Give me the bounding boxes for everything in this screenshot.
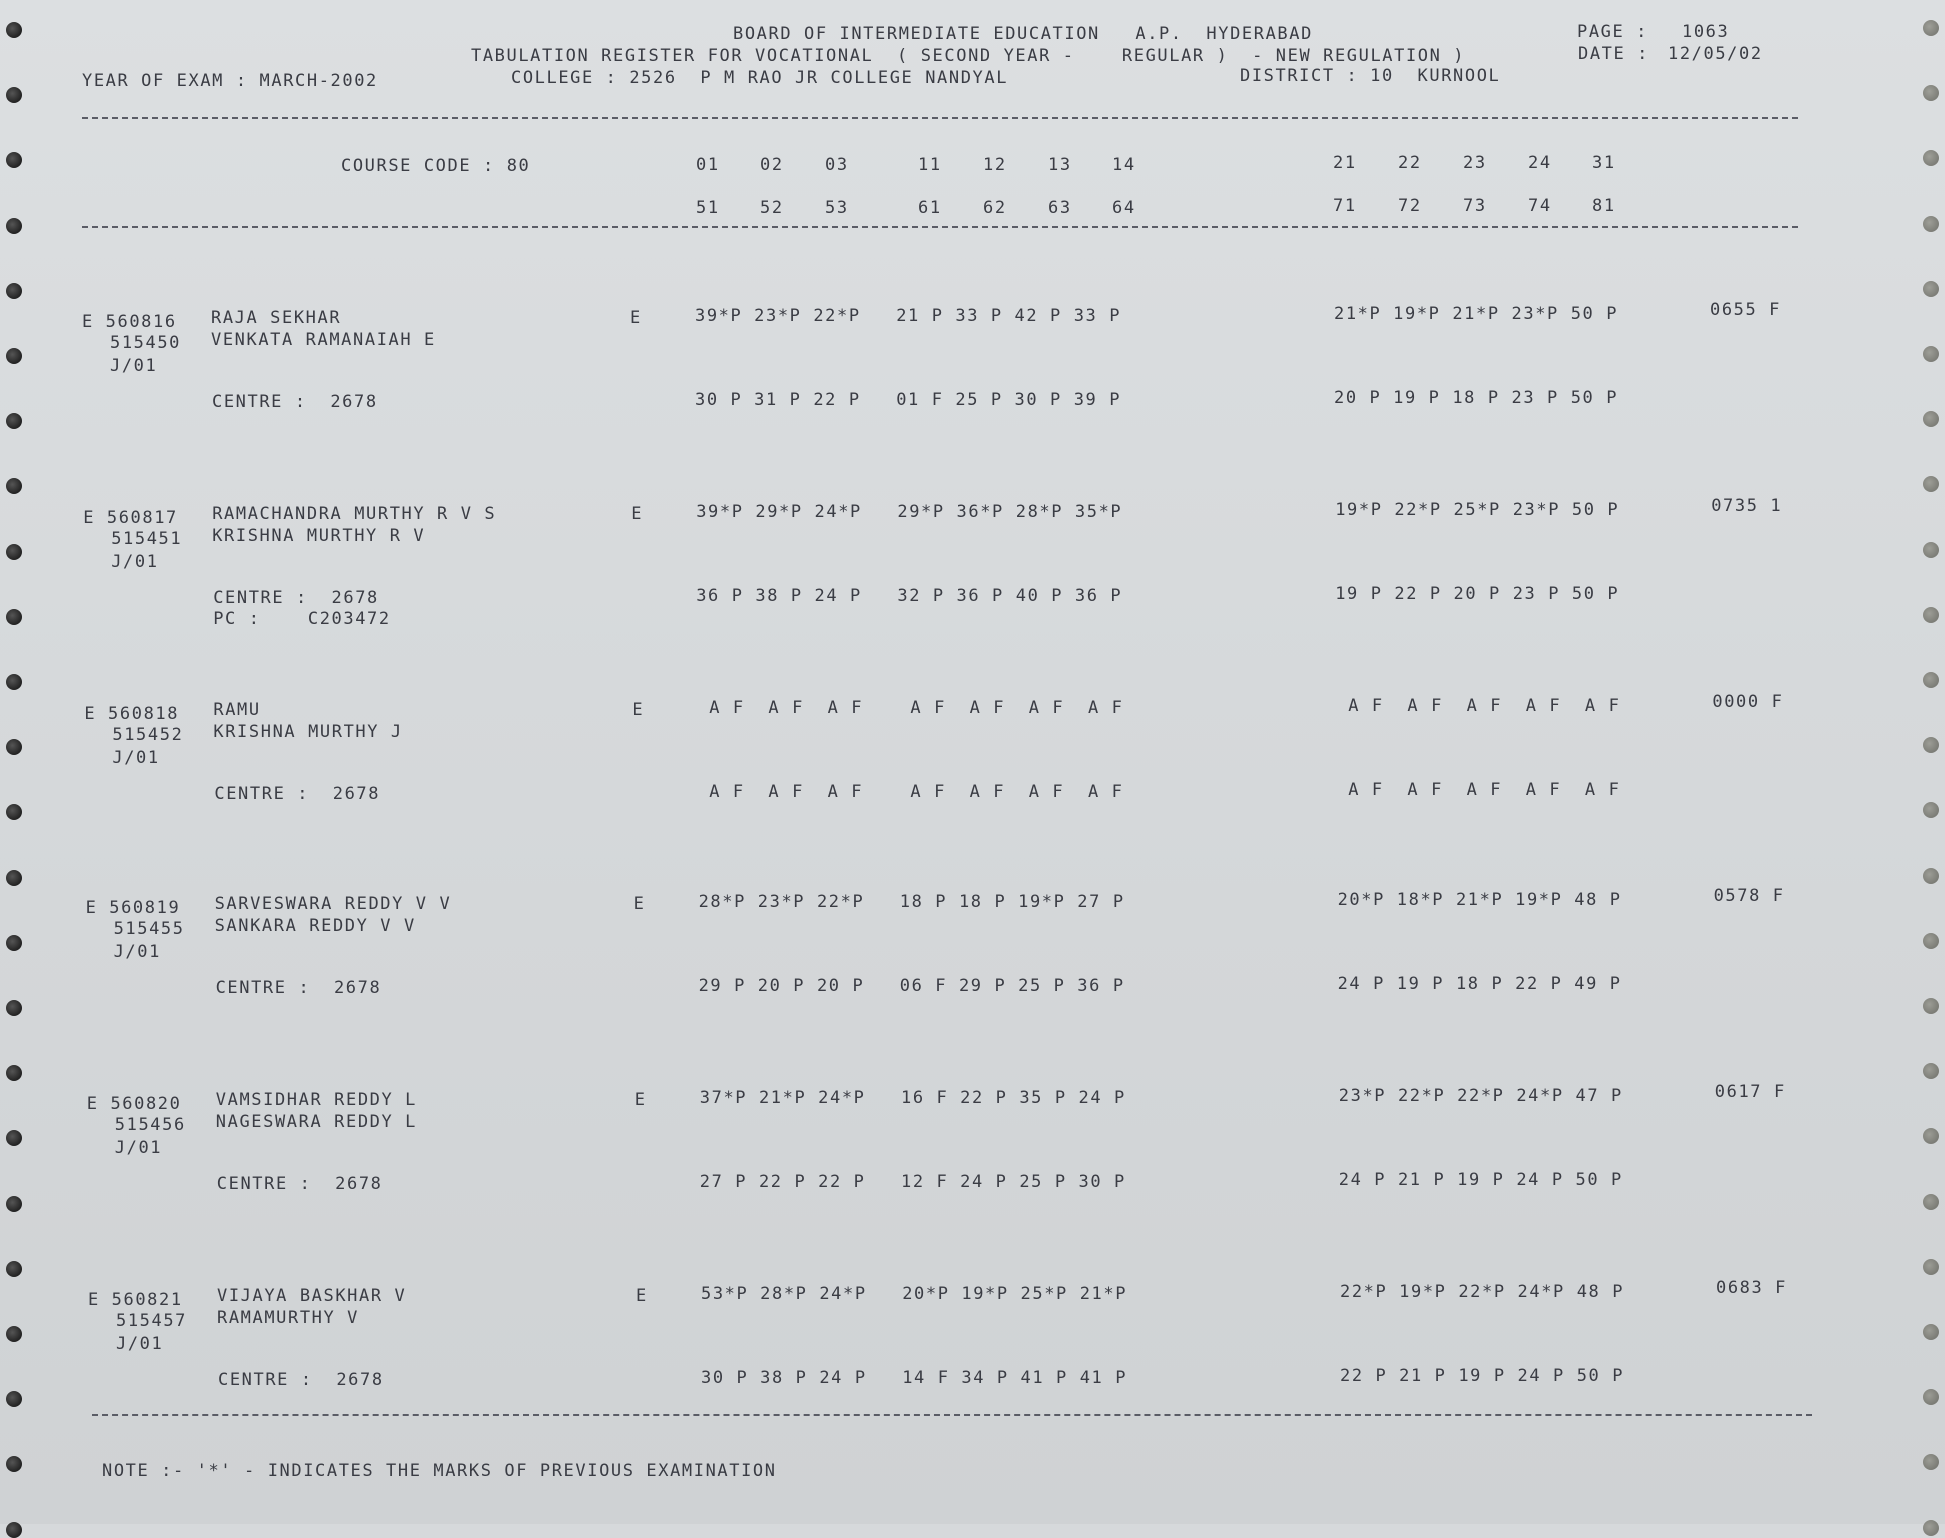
marks-row-current-b: 21*P 19*P 21*P 23*P 50 P — [1334, 304, 1619, 324]
district-info: DISTRICT : 10 KURNOOL — [1240, 66, 1501, 86]
marks-row-current-a: 53*P 28*P 24*P 20*P 19*P 25*P 21*P — [701, 1284, 1128, 1304]
marks-row-current-a: 39*P 29*P 24*P 29*P 36*P 28*P 35*P — [696, 502, 1123, 522]
marks-row-previous-a: 30 P 31 P 22 P 01 F 25 P 30 P 39 P — [695, 390, 1122, 410]
tractor-hole — [1923, 85, 1939, 101]
group-code: J/01 — [110, 356, 158, 376]
group-code: J/01 — [112, 748, 160, 768]
student-name: VAMSIDHAR REDDY L — [215, 1090, 417, 1110]
course-code: 01 — [696, 155, 720, 175]
marks-row-current-b: 22*P 19*P 22*P 24*P 48 P — [1340, 1282, 1625, 1302]
marks-row-previous-b: A F A F A F A F A F — [1336, 780, 1621, 800]
medium: E — [630, 308, 642, 328]
tractor-hole — [1923, 1520, 1939, 1536]
tractor-hole — [1923, 281, 1939, 297]
father-name: RAMAMURTHY V — [217, 1308, 360, 1328]
tractor-hole — [1923, 802, 1939, 818]
footnote: NOTE :- '*' - INDICATES THE MARKS OF PREVIOUS EXAMINATION — [102, 1461, 777, 1481]
left-tractor-holes — [0, 0, 30, 1524]
course-code: 24 — [1528, 153, 1552, 173]
student-name: RAMACHANDRA MURTHY R V S — [212, 504, 497, 524]
student-name: RAJA SEKHAR — [211, 308, 342, 328]
report-date: 12/05/02 — [1668, 44, 1763, 64]
tractor-hole — [6, 544, 22, 560]
medium: E — [632, 700, 645, 720]
group-code: J/01 — [113, 942, 161, 962]
hall-ticket-number: E 560818 — [84, 704, 180, 724]
tractor-hole — [1923, 998, 1939, 1014]
marks-row-current-a: A F A F A F A F A F A F A F — [697, 698, 1124, 718]
centre-code: CENTRE : 2678 — [218, 1370, 384, 1390]
tractor-hole — [1923, 1454, 1939, 1470]
father-name: NAGESWARA REDDY L — [215, 1112, 417, 1132]
hall-ticket-number: E 560821 — [88, 1290, 183, 1310]
marks-row-previous-b: 24 P 19 P 18 P 22 P 49 P — [1337, 974, 1622, 994]
tractor-hole — [6, 1000, 22, 1016]
marks-row-previous-a: 30 P 38 P 24 P 14 F 34 P 41 P 41 P — [701, 1368, 1128, 1388]
tractor-hole — [6, 87, 22, 103]
course-code: 03 — [825, 155, 849, 175]
tractor-hole — [1923, 1063, 1939, 1079]
tractor-hole — [6, 1261, 22, 1277]
footer-divider — [92, 1414, 1812, 1416]
roll-number: 515456 — [114, 1115, 186, 1135]
tractor-hole — [1923, 150, 1939, 166]
tractor-hole — [6, 1065, 22, 1081]
tractor-hole — [6, 1130, 22, 1146]
tractor-hole — [1923, 868, 1939, 884]
course-code: 02 — [760, 155, 784, 175]
tractor-hole — [6, 1196, 22, 1212]
student-name: SARVESWARA REDDY V V — [214, 894, 452, 914]
right-tractor-holes — [1915, 0, 1945, 1524]
medium: E — [636, 1286, 648, 1306]
header-divider-bottom — [82, 226, 1798, 228]
tractor-hole — [6, 413, 22, 429]
course-code: 11 — [918, 155, 942, 175]
tractor-hole — [6, 218, 22, 234]
marks-row-previous-b: 24 P 21 P 19 P 24 P 50 P — [1338, 1170, 1623, 1190]
year-of-exam: YEAR OF EXAM : MARCH-2002 — [82, 71, 378, 91]
course-code: 12 — [983, 155, 1007, 175]
marks-row-current-b: 19*P 22*P 25*P 23*P 50 P — [1335, 500, 1620, 520]
page-number: 1063 — [1682, 22, 1730, 42]
tractor-hole — [6, 674, 22, 690]
group-code: J/01 — [114, 1138, 163, 1158]
marks-row-previous-a: 36 P 38 P 24 P 32 P 36 P 40 P 36 P — [696, 586, 1123, 606]
tractor-hole — [1923, 1389, 1939, 1405]
roll-number: 515455 — [113, 919, 185, 939]
college-info: COLLEGE : 2526 P M RAO JR COLLEGE NANDYAL — [511, 68, 1009, 88]
course-code: 52 — [760, 198, 784, 218]
hall-ticket-number: E 560820 — [86, 1094, 182, 1114]
total-result: 0735 1 — [1711, 496, 1783, 516]
course-code: 53 — [825, 198, 849, 218]
course-code: 31 — [1592, 153, 1616, 173]
tractor-hole — [1923, 672, 1939, 688]
course-code: 64 — [1112, 198, 1136, 218]
roll-number: 515451 — [111, 529, 183, 549]
header-divider-top — [82, 117, 1798, 119]
tractor-hole — [1923, 346, 1939, 362]
course-code-label: COURSE CODE : 80 — [341, 156, 531, 176]
father-name: VENKATA RAMANAIAH E — [211, 330, 436, 350]
date-label: DATE : — [1578, 44, 1650, 64]
marks-row-current-b: A F A F A F A F A F — [1336, 696, 1621, 716]
course-code: 62 — [983, 198, 1007, 218]
course-code: 74 — [1528, 196, 1552, 216]
marks-row-current-a: 39*P 23*P 22*P 21 P 33 P 42 P 33 P — [695, 306, 1122, 326]
marks-row-previous-b: 19 P 22 P 20 P 23 P 50 P — [1335, 584, 1620, 604]
roll-number: 515450 — [110, 333, 182, 353]
student-name: RAMU — [213, 700, 261, 720]
course-code: 81 — [1592, 196, 1616, 216]
student-name: VIJAYA BASKHAR V — [217, 1286, 407, 1306]
course-code: 21 — [1333, 153, 1357, 173]
group-code: J/01 — [116, 1334, 164, 1354]
group-code: J/01 — [111, 552, 159, 572]
roll-number: 515457 — [116, 1311, 188, 1331]
roll-number: 515452 — [112, 725, 184, 745]
tractor-hole — [1923, 1324, 1939, 1340]
total-result: 0000 F — [1712, 692, 1784, 712]
tractor-hole — [1923, 607, 1939, 623]
tractor-hole — [6, 935, 22, 951]
total-result: 0617 F — [1714, 1082, 1786, 1102]
marks-row-current-a: 28*P 23*P 22*P 18 P 18 P 19*P 27 P — [698, 892, 1125, 912]
tractor-hole — [6, 478, 22, 494]
marks-row-previous-b: 20 P 19 P 18 P 23 P 50 P — [1334, 388, 1619, 408]
tractor-hole — [6, 609, 22, 625]
marks-row-current-a: 37*P 21*P 24*P 16 F 22 P 35 P 24 P — [699, 1088, 1126, 1108]
course-code: 73 — [1463, 196, 1487, 216]
hall-ticket-number: E 560816 — [82, 312, 177, 332]
hall-ticket-number: E 560817 — [83, 508, 178, 528]
centre-code: CENTRE : 2678 — [212, 392, 378, 412]
centre-code: CENTRE : 2678 — [213, 588, 379, 608]
marks-row-current-b: 23*P 22*P 22*P 24*P 47 P — [1338, 1086, 1623, 1106]
pc-number: PC : C203472 — [213, 609, 391, 629]
hall-ticket-number: E 560819 — [85, 898, 181, 918]
tractor-hole — [6, 283, 22, 299]
tractor-hole — [1923, 542, 1939, 558]
tractor-hole — [6, 1326, 22, 1342]
tractor-hole — [6, 1391, 22, 1407]
father-name: KRISHNA MURTHY J — [213, 722, 403, 742]
father-name: KRISHNA MURTHY R V — [212, 526, 426, 546]
marks-row-current-b: 20*P 18*P 21*P 19*P 48 P — [1337, 890, 1622, 910]
tractor-hole — [1923, 1259, 1939, 1275]
tractor-hole — [6, 804, 22, 820]
tractor-hole — [1923, 1194, 1939, 1210]
tractor-hole — [1923, 216, 1939, 232]
marks-row-previous-b: 22 P 21 P 19 P 24 P 50 P — [1340, 1366, 1625, 1386]
total-result: 0578 F — [1713, 886, 1785, 906]
course-code: 63 — [1048, 198, 1072, 218]
course-code: 61 — [918, 198, 942, 218]
tractor-hole — [1923, 933, 1939, 949]
course-code: 72 — [1398, 196, 1422, 216]
tractor-hole — [6, 348, 22, 364]
total-result: 0683 F — [1716, 1278, 1788, 1298]
marks-row-previous-a: 27 P 22 P 22 P 12 F 24 P 25 P 30 P — [699, 1172, 1126, 1192]
medium: E — [633, 894, 646, 914]
medium: E — [634, 1090, 647, 1110]
course-code: 13 — [1048, 155, 1072, 175]
medium: E — [631, 504, 644, 524]
tractor-hole — [1923, 476, 1939, 492]
course-code: 23 — [1463, 153, 1487, 173]
marks-row-previous-a: 29 P 20 P 20 P 06 F 29 P 25 P 36 P — [698, 976, 1125, 996]
page-label: PAGE : — [1577, 22, 1649, 42]
centre-code: CENTRE : 2678 — [215, 978, 382, 998]
centre-code: CENTRE : 2678 — [216, 1174, 383, 1194]
course-code: 14 — [1112, 155, 1136, 175]
tractor-hole — [1923, 737, 1939, 753]
tractor-hole — [1923, 1128, 1939, 1144]
father-name: SANKARA REDDY V V — [214, 916, 416, 936]
tractor-hole — [6, 152, 22, 168]
marks-row-previous-a: A F A F A F A F A F A F A F — [697, 782, 1124, 802]
centre-code: CENTRE : 2678 — [214, 784, 381, 804]
total-result: 0655 F — [1710, 300, 1782, 320]
tractor-hole — [1923, 411, 1939, 427]
board-title: BOARD OF INTERMEDIATE EDUCATION A.P. HYDERABAD — [733, 24, 1313, 44]
tractor-hole — [6, 870, 22, 886]
course-code: 71 — [1333, 196, 1357, 216]
course-code: 51 — [696, 198, 720, 218]
tractor-hole — [1923, 20, 1939, 36]
tractor-hole — [6, 739, 22, 755]
course-code: 22 — [1398, 153, 1422, 173]
tractor-hole — [6, 1456, 22, 1472]
tractor-hole — [6, 22, 22, 38]
register-title: TABULATION REGISTER FOR VOCATIONAL ( SECOND YEAR - REGULAR ) - NEW REGULATION ) — [471, 46, 1466, 66]
